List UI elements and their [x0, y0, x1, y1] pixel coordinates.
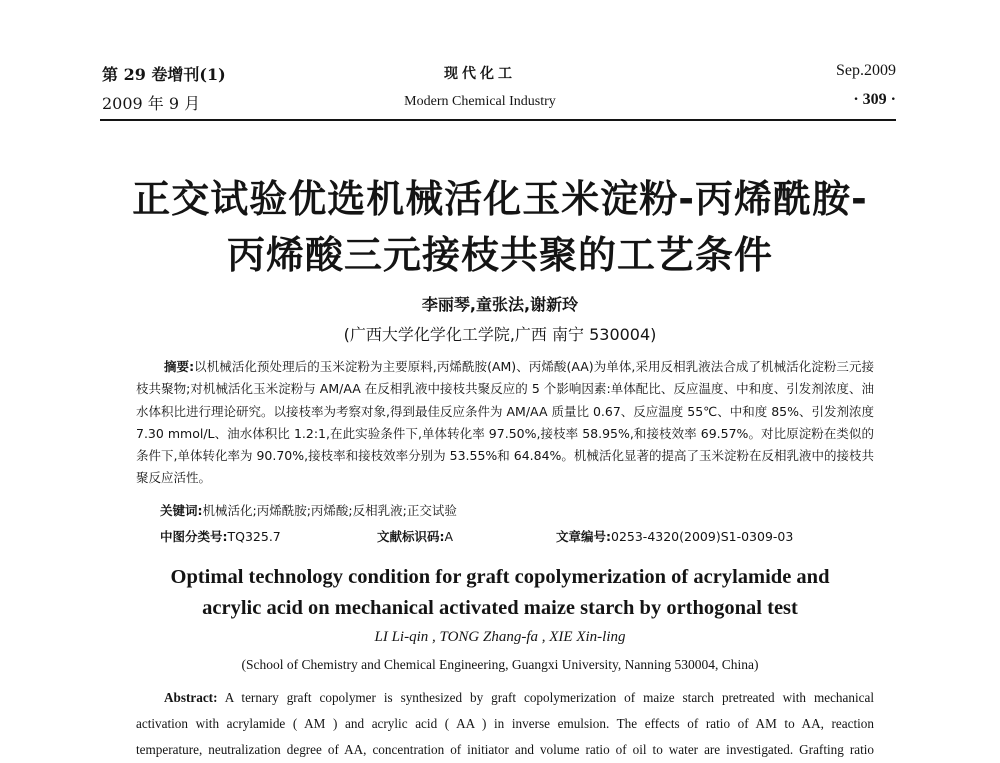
- title-zh-line2: 丙烯酸三元接枝共聚的工艺条件: [226, 233, 773, 277]
- authors-en: LI Li-qin , TONG Zhang-fa , XIE Xin-ling: [374, 629, 626, 645]
- header-volume: 第 29 卷增刊(1): [102, 65, 226, 84]
- header-date-en: Sep.2009: [836, 62, 896, 79]
- title-en-line2: acrylic acid on mechanical activated maize starch by orthogonal test: [202, 597, 798, 619]
- keywords-zh-text: 机械活化;丙烯酰胺;丙烯酸;反相乳液;正交试验: [202, 503, 457, 518]
- abstract-en-line1: Abstract: A ternary graft copolymer is synthesized by graft copolymerization of maize starch pretreated with mechanical: [164, 690, 874, 705]
- title-zh-line1: 正交试验优选机械活化玉米淀粉-丙烯酰胺-: [132, 177, 868, 221]
- header-rule: [100, 119, 896, 121]
- abstract-zh-label: 摘要:: [164, 359, 195, 374]
- keywords-zh-label: 关键词:: [160, 503, 203, 518]
- title-en-line1: Optimal technology condition for graft copolymerization of acrylamide and: [170, 566, 830, 588]
- clc-number: 中图分类号:TQ325.7: [160, 529, 281, 544]
- abstract-zh-text: 以机械活化预处理后的玉米淀粉为主要原料,丙烯酰胺(AM)、丙烯酸(AA)为单体,采用反相乳液法合成了机械活化淀粉三元接枝共聚物;对机械活化玉米淀粉与 AM/AA 在反相乳液中接枝共聚反应的 5 个影响因素:单体配比、反应温度、中和度、引发剂浓度、油水体积比进行理论研究。以接枝率为考察对象,得到最佳反应条件为 AM/AA 质量比 0.67、反应温度 55℃、中和度 85%、引发剂浓度 7.30 mmol/L、油水体积比 1.2:1,在此实验条件下,单体转化率 97.50%,接枝率 58.95%,和接枝效率 69.57%。对比原淀粉在类似的条件下,单体转化率为 90.70%,接枝率和接枝效率分别为 53.55%和 64.84%。机械活化显著的提高了玉米淀粉在反相乳液中的接枝共聚反应活性。: [136, 359, 874, 486]
- abstract-en-line3: temperature, neutralization degree of AA, concentration of initiator and volume ratio of oil to water are investigated. Grafting ratio: [136, 742, 874, 757]
- header-date-zh: 2009 年 9 月: [102, 94, 201, 113]
- page-number: · 309 ·: [853, 91, 896, 108]
- authors-zh: 李丽琴,童张法,谢新玲: [421, 295, 579, 314]
- journal-name-en: Modern Chemical Industry: [404, 94, 556, 109]
- affiliation-zh: (广西大学化学化工学院,广西 南宁 530004): [343, 325, 657, 344]
- article-number: 文章编号:0253-4320(2009)S1-0309-03: [556, 529, 794, 544]
- journal-name-zh: 现代化工: [444, 66, 516, 82]
- abstract-en-label: Abstract:: [164, 690, 218, 705]
- abstract-en-line2: activation with acrylamide ( AM ) and acrylic acid ( AA ) in inverse emulsion. The effects of ratio of AM to AA, reaction: [136, 716, 874, 731]
- document-code: 文献标识码:A: [377, 529, 454, 544]
- abstract-zh: [136, 356, 874, 490]
- affiliation-en: (School of Chemistry and Chemical Engineering, Guangxi University, Nanning 530004, China): [241, 657, 759, 672]
- keywords-zh: [160, 501, 457, 519]
